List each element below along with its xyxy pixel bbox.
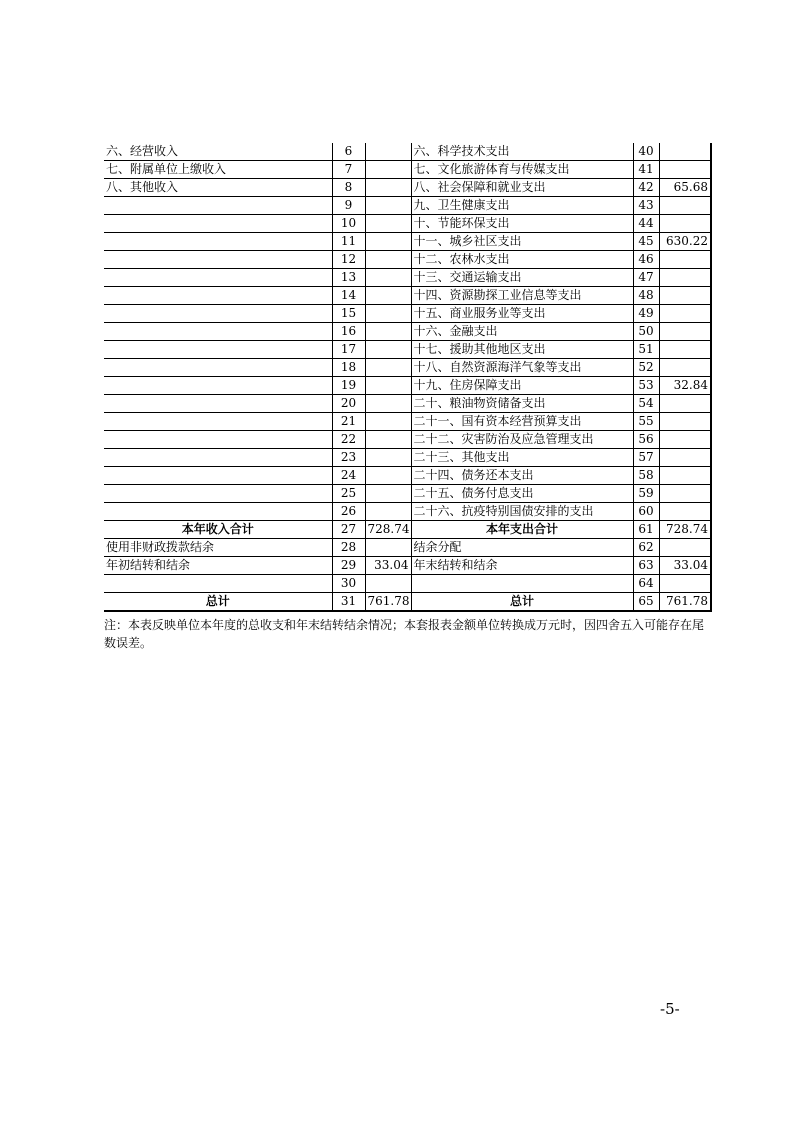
income-item-cell bbox=[104, 575, 332, 593]
income-line-number-cell: 21 bbox=[332, 413, 365, 431]
income-item-cell: 八、其他收入 bbox=[104, 179, 332, 197]
income-item-cell: 使用非财政拨款结余 bbox=[104, 539, 332, 557]
table-row bbox=[104, 287, 711, 305]
income-amount-cell bbox=[365, 179, 411, 197]
table-row bbox=[104, 431, 711, 449]
income-amount-cell: 761.78 bbox=[365, 593, 411, 612]
income-amount-cell bbox=[365, 143, 411, 161]
expense-item-cell: 二十一、国有资本经营预算支出 bbox=[411, 413, 633, 431]
income-amount-cell bbox=[365, 215, 411, 233]
expense-line-number-cell: 47 bbox=[633, 269, 659, 287]
income-amount-cell bbox=[365, 449, 411, 467]
income-item-cell bbox=[104, 377, 332, 395]
income-amount-cell bbox=[365, 269, 411, 287]
income-item-cell bbox=[104, 305, 332, 323]
expense-item-cell: 二十六、抗疫特别国债安排的支出 bbox=[411, 503, 633, 521]
table-row bbox=[104, 539, 711, 557]
expense-item-cell: 十一、城乡社区支出 bbox=[411, 233, 633, 251]
table-row bbox=[104, 323, 711, 341]
income-line-number-cell: 30 bbox=[332, 575, 365, 593]
income-expense-table bbox=[104, 143, 712, 612]
income-line-number-cell: 25 bbox=[332, 485, 365, 503]
expense-item-cell: 总计 bbox=[411, 593, 633, 612]
expense-amount-cell bbox=[659, 323, 711, 341]
income-line-number-cell: 20 bbox=[332, 395, 365, 413]
income-line-number-cell: 24 bbox=[332, 467, 365, 485]
table-row bbox=[104, 143, 711, 161]
expense-amount-cell bbox=[659, 485, 711, 503]
expense-item-cell: 二十、粮油物资储备支出 bbox=[411, 395, 633, 413]
table-row bbox=[104, 449, 711, 467]
income-line-number-cell: 28 bbox=[332, 539, 365, 557]
income-amount-cell bbox=[365, 251, 411, 269]
income-amount-cell bbox=[365, 467, 411, 485]
income-line-number-cell: 8 bbox=[332, 179, 365, 197]
expense-line-number-cell: 51 bbox=[633, 341, 659, 359]
expense-amount-cell: 728.74 bbox=[659, 521, 711, 539]
expense-amount-cell bbox=[659, 143, 711, 161]
income-item-cell bbox=[104, 431, 332, 449]
income-line-number-cell: 7 bbox=[332, 161, 365, 179]
table-row bbox=[104, 593, 711, 612]
income-amount-cell bbox=[365, 413, 411, 431]
income-amount-cell bbox=[365, 485, 411, 503]
income-item-cell: 六、经营收入 bbox=[104, 143, 332, 161]
income-line-number-cell: 27 bbox=[332, 521, 365, 539]
expense-line-number-cell: 43 bbox=[633, 197, 659, 215]
income-line-number-cell: 17 bbox=[332, 341, 365, 359]
income-item-cell: 总计 bbox=[104, 593, 332, 612]
expense-line-number-cell: 61 bbox=[633, 521, 659, 539]
table-row bbox=[104, 575, 711, 593]
table-row bbox=[104, 269, 711, 287]
expense-item-cell: 十四、资源勘探工业信息等支出 bbox=[411, 287, 633, 305]
expense-amount-cell bbox=[659, 449, 711, 467]
income-item-cell bbox=[104, 197, 332, 215]
table-row bbox=[104, 485, 711, 503]
table-row bbox=[104, 179, 711, 197]
expense-amount-cell bbox=[659, 395, 711, 413]
income-amount-cell bbox=[365, 305, 411, 323]
income-line-number-cell: 23 bbox=[332, 449, 365, 467]
table-row bbox=[104, 467, 711, 485]
expense-line-number-cell: 45 bbox=[633, 233, 659, 251]
expense-amount-cell bbox=[659, 467, 711, 485]
income-item-cell bbox=[104, 503, 332, 521]
expense-amount-cell bbox=[659, 197, 711, 215]
expense-amount-cell bbox=[659, 341, 711, 359]
income-line-number-cell: 12 bbox=[332, 251, 365, 269]
income-item-cell bbox=[104, 287, 332, 305]
expense-line-number-cell: 52 bbox=[633, 359, 659, 377]
table-row bbox=[104, 251, 711, 269]
expense-line-number-cell: 49 bbox=[633, 305, 659, 323]
income-amount-cell bbox=[365, 377, 411, 395]
table-row bbox=[104, 413, 711, 431]
income-item-cell bbox=[104, 323, 332, 341]
income-amount-cell bbox=[365, 161, 411, 179]
table-row bbox=[104, 521, 711, 539]
expense-amount-cell bbox=[659, 431, 711, 449]
expense-item-cell: 二十二、灾害防治及应急管理支出 bbox=[411, 431, 633, 449]
income-amount-cell bbox=[365, 359, 411, 377]
expense-line-number-cell: 53 bbox=[633, 377, 659, 395]
expense-line-number-cell: 59 bbox=[633, 485, 659, 503]
income-item-cell bbox=[104, 341, 332, 359]
income-item-cell bbox=[104, 395, 332, 413]
expense-line-number-cell: 63 bbox=[633, 557, 659, 575]
expense-item-cell: 结余分配 bbox=[411, 539, 633, 557]
expense-item-cell: 年末结转和结余 bbox=[411, 557, 633, 575]
income-line-number-cell: 10 bbox=[332, 215, 365, 233]
income-line-number-cell: 13 bbox=[332, 269, 365, 287]
expense-amount-cell bbox=[659, 539, 711, 557]
expense-line-number-cell: 60 bbox=[633, 503, 659, 521]
expense-item-cell: 十、节能环保支出 bbox=[411, 215, 633, 233]
table-row bbox=[104, 305, 711, 323]
income-line-number-cell: 9 bbox=[332, 197, 365, 215]
expense-item-cell: 六、科学技术支出 bbox=[411, 143, 633, 161]
income-amount-cell bbox=[365, 539, 411, 557]
expense-line-number-cell: 48 bbox=[633, 287, 659, 305]
income-item-cell bbox=[104, 413, 332, 431]
income-line-number-cell: 15 bbox=[332, 305, 365, 323]
expense-line-number-cell: 65 bbox=[633, 593, 659, 612]
income-amount-cell bbox=[365, 341, 411, 359]
expense-item-cell: 十八、自然资源海洋气象等支出 bbox=[411, 359, 633, 377]
income-amount-cell bbox=[365, 287, 411, 305]
income-item-cell: 年初结转和结余 bbox=[104, 557, 332, 575]
income-item-cell bbox=[104, 269, 332, 287]
expense-item-cell: 十三、交通运输支出 bbox=[411, 269, 633, 287]
expense-line-number-cell: 62 bbox=[633, 539, 659, 557]
expense-amount-cell bbox=[659, 359, 711, 377]
expense-item-cell: 八、社会保障和就业支出 bbox=[411, 179, 633, 197]
expense-item-cell: 十二、农林水支出 bbox=[411, 251, 633, 269]
income-amount-cell: 728.74 bbox=[365, 521, 411, 539]
expense-item-cell: 十六、金融支出 bbox=[411, 323, 633, 341]
expense-line-number-cell: 46 bbox=[633, 251, 659, 269]
table-row bbox=[104, 377, 711, 395]
expense-item-cell: 十九、住房保障支出 bbox=[411, 377, 633, 395]
table-row bbox=[104, 197, 711, 215]
expense-amount-cell bbox=[659, 305, 711, 323]
expense-amount-cell: 65.68 bbox=[659, 179, 711, 197]
income-line-number-cell: 6 bbox=[332, 143, 365, 161]
page-number: -5- bbox=[660, 1000, 680, 1018]
income-line-number-cell: 19 bbox=[332, 377, 365, 395]
income-line-number-cell: 22 bbox=[332, 431, 365, 449]
expense-amount-cell bbox=[659, 215, 711, 233]
expense-line-number-cell: 58 bbox=[633, 467, 659, 485]
income-amount-cell bbox=[365, 575, 411, 593]
table-row bbox=[104, 233, 711, 251]
income-amount-cell bbox=[365, 197, 411, 215]
income-line-number-cell: 31 bbox=[332, 593, 365, 612]
income-line-number-cell: 11 bbox=[332, 233, 365, 251]
expense-amount-cell bbox=[659, 161, 711, 179]
table-body bbox=[104, 143, 711, 611]
income-item-cell bbox=[104, 215, 332, 233]
table-row bbox=[104, 503, 711, 521]
expense-item-cell: 二十三、其他支出 bbox=[411, 449, 633, 467]
expense-amount-cell: 630.22 bbox=[659, 233, 711, 251]
expense-item-cell: 十五、商业服务业等支出 bbox=[411, 305, 633, 323]
income-item-cell bbox=[104, 233, 332, 251]
table-row bbox=[104, 359, 711, 377]
income-line-number-cell: 18 bbox=[332, 359, 365, 377]
income-amount-cell bbox=[365, 395, 411, 413]
expense-amount-cell bbox=[659, 503, 711, 521]
income-item-cell bbox=[104, 449, 332, 467]
expense-amount-cell bbox=[659, 251, 711, 269]
expense-line-number-cell: 57 bbox=[633, 449, 659, 467]
expense-amount-cell: 761.78 bbox=[659, 593, 711, 612]
income-item-cell: 七、附属单位上缴收入 bbox=[104, 161, 332, 179]
expense-line-number-cell: 41 bbox=[633, 161, 659, 179]
expense-line-number-cell: 42 bbox=[633, 179, 659, 197]
expense-item-cell: 本年支出合计 bbox=[411, 521, 633, 539]
income-line-number-cell: 16 bbox=[332, 323, 365, 341]
expense-item-cell: 九、卫生健康支出 bbox=[411, 197, 633, 215]
income-item-cell bbox=[104, 359, 332, 377]
expense-line-number-cell: 50 bbox=[633, 323, 659, 341]
footnote: 注：本表反映单位本年度的总收支和年末结转结余情况；本套报表金额单位转换成万元时，因四舍五入可能存在尾数误差。 bbox=[104, 618, 705, 650]
expense-item-cell bbox=[411, 575, 633, 593]
income-item-cell: 本年收入合计 bbox=[104, 521, 332, 539]
expense-amount-cell bbox=[659, 575, 711, 593]
table-row bbox=[104, 161, 711, 179]
expense-amount-cell bbox=[659, 287, 711, 305]
expense-amount-cell bbox=[659, 269, 711, 287]
income-amount-cell bbox=[365, 503, 411, 521]
expense-line-number-cell: 64 bbox=[633, 575, 659, 593]
expense-item-cell: 二十四、债务还本支出 bbox=[411, 467, 633, 485]
income-line-number-cell: 29 bbox=[332, 557, 365, 575]
expense-line-number-cell: 40 bbox=[633, 143, 659, 161]
income-item-cell bbox=[104, 251, 332, 269]
table-row bbox=[104, 341, 711, 359]
table-row bbox=[104, 395, 711, 413]
income-line-number-cell: 26 bbox=[332, 503, 365, 521]
expense-item-cell: 二十五、债务付息支出 bbox=[411, 485, 633, 503]
income-amount-cell: 33.04 bbox=[365, 557, 411, 575]
income-amount-cell bbox=[365, 431, 411, 449]
income-line-number-cell: 14 bbox=[332, 287, 365, 305]
expense-amount-cell: 33.04 bbox=[659, 557, 711, 575]
expense-item-cell: 七、文化旅游体育与传媒支出 bbox=[411, 161, 633, 179]
expense-item-cell: 十七、援助其他地区支出 bbox=[411, 341, 633, 359]
expense-line-number-cell: 44 bbox=[633, 215, 659, 233]
expense-line-number-cell: 54 bbox=[633, 395, 659, 413]
income-item-cell bbox=[104, 467, 332, 485]
expense-line-number-cell: 55 bbox=[633, 413, 659, 431]
expense-line-number-cell: 56 bbox=[633, 431, 659, 449]
expense-amount-cell bbox=[659, 413, 711, 431]
expense-amount-cell: 32.84 bbox=[659, 377, 711, 395]
table-row bbox=[104, 215, 711, 233]
table-row bbox=[104, 557, 711, 575]
income-amount-cell bbox=[365, 323, 411, 341]
income-amount-cell bbox=[365, 233, 411, 251]
income-item-cell bbox=[104, 485, 332, 503]
